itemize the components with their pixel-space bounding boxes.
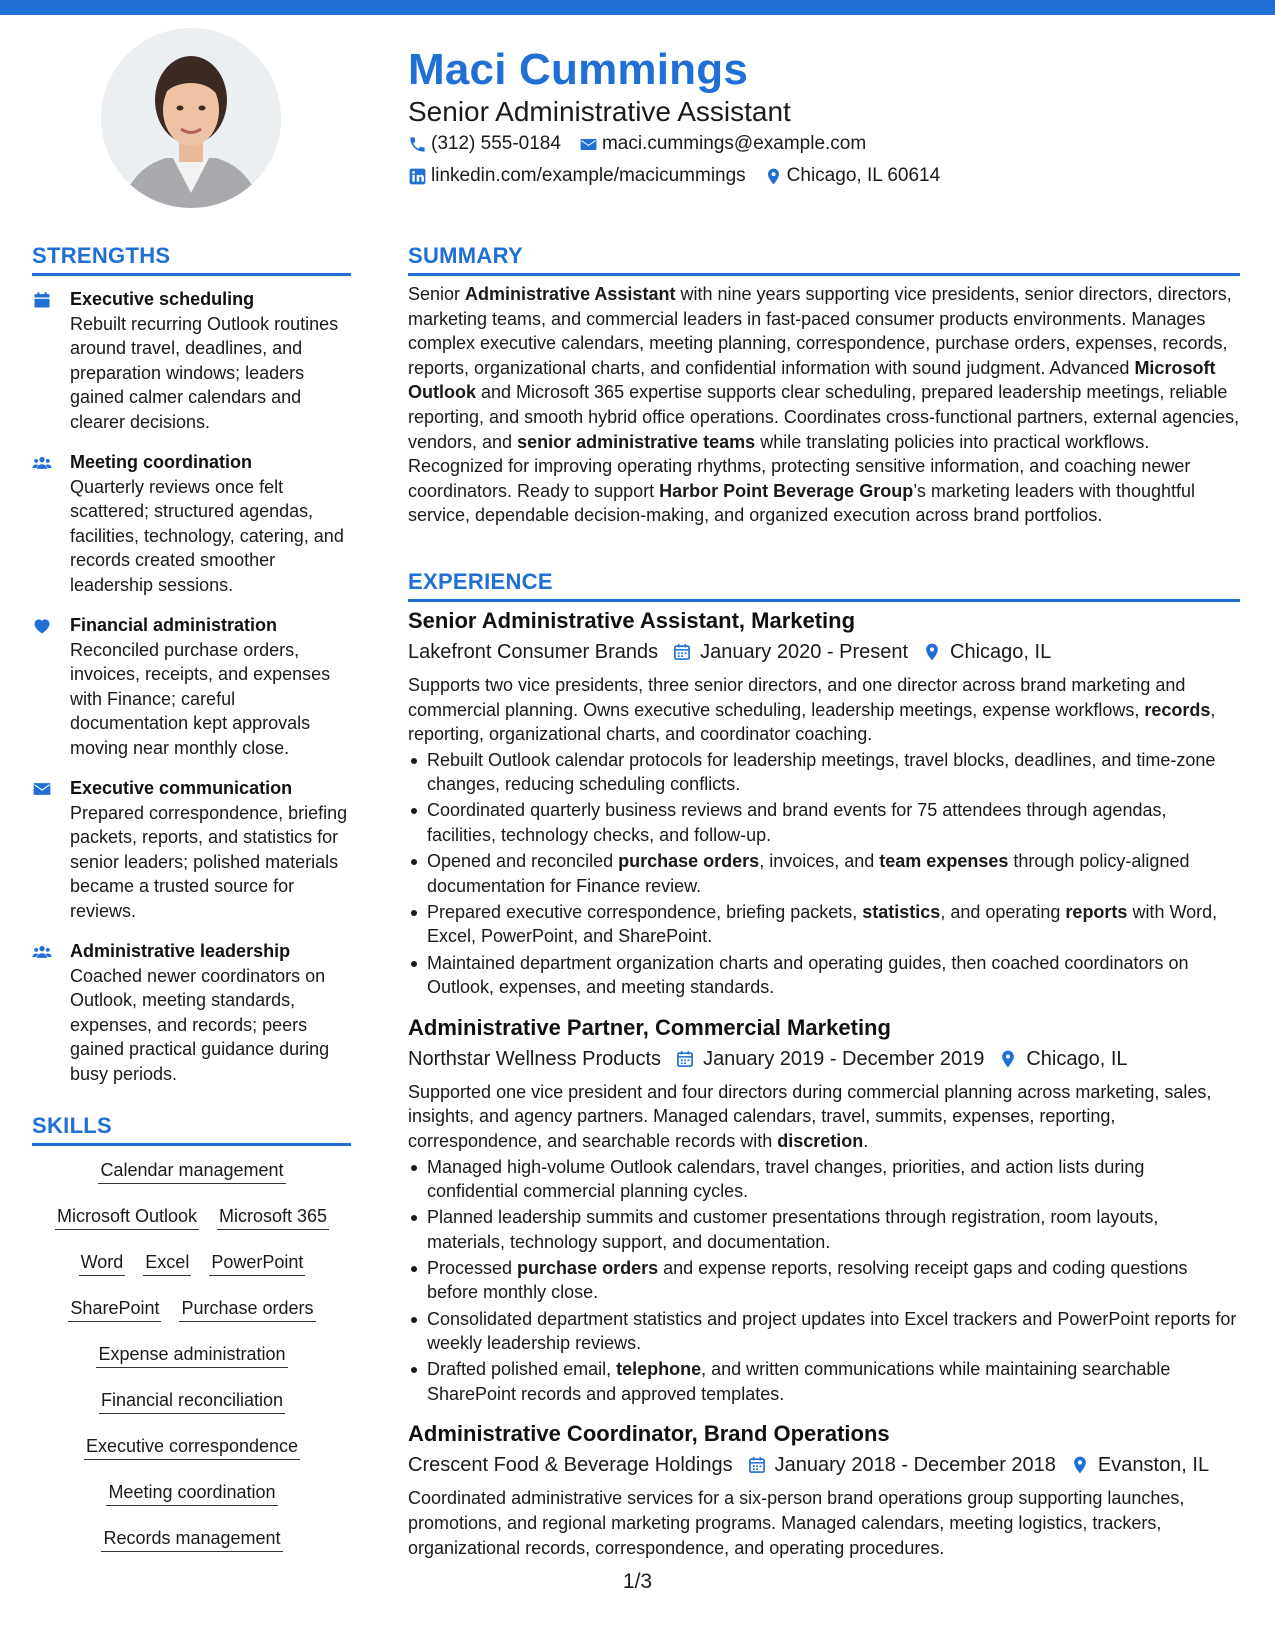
skill-tag: PowerPoint [209,1250,305,1276]
calendar-icon [32,290,52,310]
skill-tag: Calendar management [98,1158,285,1184]
bold-phrase: team expenses [879,851,1009,872]
job-company: Crescent Food & Beverage Holdings [408,1454,733,1477]
linkedin-contact[interactable] [408,165,746,187]
map-pin-icon [1070,1455,1090,1475]
experience-list [408,607,1240,1574]
experience-heading: EXPERIENCE [408,568,1240,602]
job-bullet: Opened and reconciled purchase orders, invoices, and team expenses through policy-aligned documentation for Finance review. [408,849,1240,898]
strength-description: Prepared correspondence, briefing packets, reports, and statistics for senior leaders; polished materials became a trusted source for reviews. [70,802,348,921]
phone-text: (312) 555-0184 [431,133,561,154]
job-bullet: Processed purchase orders and expense reports, resolving receipt gaps and coding questions before monthly close. [408,1256,1240,1305]
job-bullet: Maintained department organization charts and operating guides, then coached coordinators on Outlook, expenses, and meeting standards. [408,951,1240,1000]
job-meta [408,1450,1240,1480]
map-pin-icon [998,1049,1018,1069]
skill-tag: Meeting coordination [106,1480,277,1506]
skill-tag: Expense administration [96,1342,287,1368]
job-bullets [408,748,1240,1000]
job-bullet: Prepared executive correspondence, briefing packets, statistics, and operating reports with Word, Excel, PowerPoint, and SharePoint. [408,900,1240,949]
strength-item [32,939,352,1086]
summary-heading: SUMMARY [408,242,1240,276]
calendar-icon [672,642,692,662]
strength-icon-wrap [32,776,56,923]
envelope-icon [32,779,52,799]
email-text: maci.cummings@example.com [601,133,867,154]
skill-tag: Excel [143,1250,191,1276]
bold-phrase: telephone [616,1359,702,1380]
location-text: Chicago, IL 60614 [786,165,941,186]
strength-text [70,776,352,923]
bold-phrase: discretion [777,1130,864,1151]
job-bullet: Managed high-volume Outlook calendars, travel changes, priorities, and action lists during confidential commercial planning cycles. [408,1155,1240,1204]
strength-title: Financial administration [70,615,278,635]
job-location: Chicago, IL [1026,1047,1128,1070]
bold-phrase: senior administrative teams [517,431,756,452]
strength-icon-wrap [32,613,56,760]
skill-tag: SharePoint [68,1296,161,1322]
job-entry [408,1014,1240,1407]
linkedin-text: linkedin.com/example/macicummings [431,165,746,186]
job-company: Northstar Wellness Products [408,1047,662,1070]
bold-phrase: Microsoft Outlook [408,357,1216,403]
heart-icon [32,616,52,636]
calendar-icon [747,1455,767,1475]
skill-tag: Records management [101,1526,282,1552]
top-accent-bar [0,0,1275,15]
job-bullet: Planned leadership summits and customer presentations through registration, room layouts, materials, technology support, and documentation. [408,1205,1240,1254]
job-entry [408,607,1240,1000]
job-dates: January 2018 - December 2018 [774,1454,1056,1477]
phone-icon [408,135,427,154]
job-bullet: Drafted polished email, telephone, and written communications while maintaining searchable SharePoint records and approved templates. [408,1357,1240,1406]
profile-photo [101,28,281,208]
strengths-heading: STRENGTHS [32,242,351,276]
strength-title: Meeting coordination [70,452,252,472]
job-location: Evanston, IL [1097,1454,1210,1477]
strength-text [70,613,352,760]
strength-text [70,939,352,1086]
job-bullet: Consolidated department statistics and project updates into Excel trackers and PowerPoint reports for weekly leadership reviews. [408,1307,1240,1356]
job-description: Coordinated administrative services for a six-person brand operations group supporting launches, promotions, and regional marketing programs. Managed calendars, meeting logistics, trackers, organizational records, correspondence, and operating procedures. [408,1488,1185,1558]
bold-phrase: purchase orders [517,1257,659,1278]
job-description: Supports two vice presidents, three senior directors, and one director across brand marketing and commercial planning. Owns executive scheduling, leadership meetings, expense workflows, records, reporting, organizational charts, and coordinator coaching. [408,675,1216,745]
strength-description: Reconciled purchase orders, invoices, receipts, and expenses with Finance; careful documentation kept approvals moving near monthly close. [70,639,331,758]
strength-text [70,450,352,597]
job-entry [408,1420,1240,1560]
strength-icon-wrap [32,450,56,597]
strength-text [70,287,352,434]
calendar-icon [675,1049,695,1069]
map-pin-icon [764,167,783,186]
skill-tag: Microsoft 365 [217,1204,329,1230]
job-title: Senior Administrative Assistant, Marketing [408,608,856,633]
skill-tag: Financial reconciliation [99,1388,285,1414]
strength-icon-wrap [32,939,56,1086]
bold-phrase: Administrative Assistant [465,284,676,304]
users-icon [32,453,52,473]
page-number: 1/3 [622,1570,653,1593]
job-bullet: Rebuilt Outlook calendar protocols for leadership meetings, travel blocks, deadlines, and time-zone changes, reducing scheduling conflicts. [408,748,1240,797]
map-pin-icon [922,642,942,662]
bold-phrase: records [1144,699,1211,720]
job-title: Administrative Coordinator, Brand Operations [408,1421,890,1447]
strength-item [32,450,352,597]
strength-item [32,287,352,434]
bold-phrase: purchase orders [618,851,760,872]
contact-row [408,133,884,155]
job-description: Supported one vice president and four directors during commercial planning across marketing, sales, insights, and agency partners. Managed calendars, travel, summits, expenses, reporting, correspondence, and searchable records with discretion. [408,1081,1212,1151]
strength-title: Executive communication [70,778,293,798]
job-company: Lakefront Consumer Brands [408,641,659,663]
envelope-icon [579,135,598,154]
contact-row [408,165,958,187]
job-location: Chicago, IL [950,641,1052,663]
candidate-title: Senior Administrative Assistant [408,96,791,127]
summary-paragraph: Senior Administrative Assistant with nine years supporting vice presidents, senior directors, directors, marketing teams, and commercial leaders in fast-paced consumer products environments. Manages complex executive calendars, meeting planning, correspondence, purchase orders, expenses, records, reports, organizational charts, and confidential information with sound judgment. Advanced Microsoft Outlook and Microsoft 365 expertise supports clear scheduling, prepared leadership meetings, reliable reporting, and smooth hybrid office operations. Coordinates cross-functional partners, external agencies, vendors, and senior administrative teams while translating policies into practical workflows. Recognized for improving operating rhythms, protecting sensitive information, and coaching newer coordinators. Ready to support Harbor Point Beverage Group’s marketing leaders with thoughtful service, dependable decision-making, and organized execution across brand portfolios. [408,284,1240,526]
job-dates: January 2020 - Present [700,641,909,663]
email-contact[interactable] [579,133,866,155]
job-bullets [408,1155,1240,1407]
strength-description: Quarterly reviews once felt scattered; structured agendas, facilities, technology, catering, and records created smoother leadership sessions. [70,476,344,595]
strength-description: Coached newer coordinators on Outlook, meeting standards, expenses, and records; peers gained practical guidance during busy periods. [70,965,330,1084]
bold-phrase: statistics [862,901,941,922]
skill-tag: Microsoft Outlook [55,1204,199,1230]
strength-description: Rebuilt recurring Outlook routines around travel, deadlines, and preparation windows; leaders gained calmer calendars and clearer decisions. [70,313,339,432]
job-dates: January 2019 - December 2019 [703,1047,985,1070]
skills-heading: SKILLS [32,1112,351,1146]
skill-tag: Purchase orders [179,1296,315,1322]
strength-title: Executive scheduling [70,289,255,309]
strength-title: Administrative leadership [70,941,291,961]
job-title: Administrative Partner, Commercial Marketing [408,1014,891,1040]
linkedin-icon [408,167,427,186]
job-meta [408,637,1240,667]
job-meta [408,1044,1240,1074]
location-contact [764,165,941,187]
bold-phrase: Harbor Point Beverage Group [659,480,914,501]
strength-item [32,613,352,760]
job-bullet: Coordinated quarterly business reviews and brand events for 75 attendees through agendas, facilities, technology checks, and follow-up. [408,798,1240,847]
strengths-list [32,287,352,1102]
bold-phrase: reports [1065,901,1128,922]
skills-list [32,1158,352,1572]
skill-tag: Word [79,1250,126,1276]
phone-contact[interactable] [408,133,561,155]
strength-item [32,776,352,923]
candidate-name: Maci Cummings [408,45,748,94]
skill-tag: Executive correspondence [84,1434,300,1460]
strength-icon-wrap [32,287,56,434]
users-icon [32,942,52,962]
